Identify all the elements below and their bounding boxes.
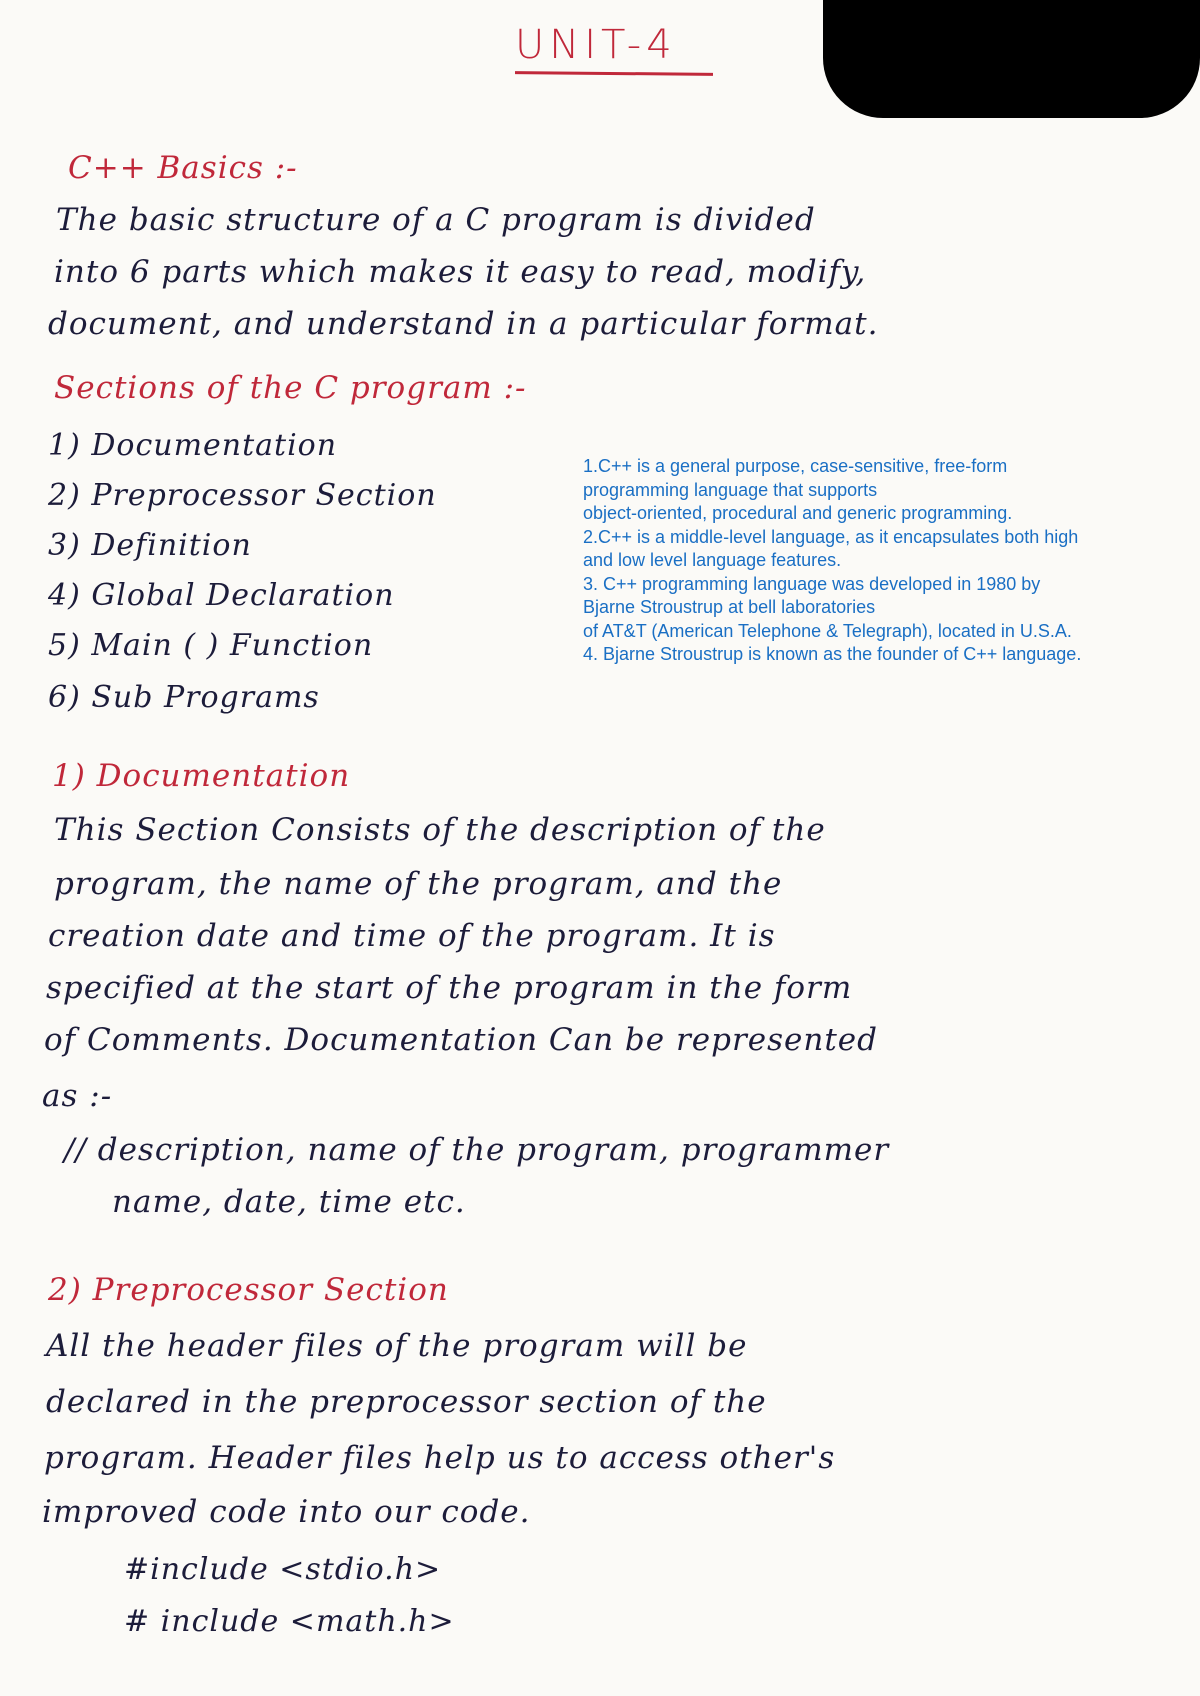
typed-note-line: 1.C++ is a general purpose, case-sensitive, free-form bbox=[583, 456, 1008, 476]
documentation-line: program, the name of the program, and the bbox=[54, 866, 783, 902]
preprocessor-line: improved code into our code. bbox=[42, 1494, 531, 1530]
documentation-line: creation date and time of the program. It is bbox=[48, 918, 776, 954]
typed-note bbox=[583, 455, 1183, 667]
section-item: 2) Preprocessor Section bbox=[48, 478, 437, 513]
preprocessor-code: # include <math.h> bbox=[124, 1604, 455, 1639]
documentation-example: name, date, time etc. bbox=[112, 1184, 466, 1220]
page-title: UNIT-4 bbox=[515, 22, 677, 68]
preprocessor-code: #include <stdio.h> bbox=[124, 1552, 442, 1587]
typed-note-line: of AT&T (American Telephone & Telegraph), located in U.S.A. bbox=[583, 620, 1072, 641]
preprocessor-line: program. Header files help us to access other's bbox=[44, 1440, 836, 1476]
documentation-line: This Section Consists of the description of the bbox=[54, 812, 826, 848]
preprocessor-line: All the header files of the program will be bbox=[46, 1328, 748, 1364]
documentation-line: of Comments. Documentation Can be represented bbox=[44, 1022, 879, 1058]
section-item: 5) Main ( ) Function bbox=[48, 628, 374, 663]
typed-note-line: 4. Bjarne Stroustrup is known as the founder of C++ language. bbox=[583, 644, 1082, 664]
preprocessor-line: declared in the preprocessor section of the bbox=[46, 1384, 767, 1420]
intro-heading: C++ Basics :- bbox=[68, 150, 298, 186]
typed-note-line: programming language that supports bbox=[583, 479, 878, 500]
typed-note-line: 2.C++ is a middle-level language, as it encapsulates both high bbox=[583, 526, 1079, 547]
sections-heading: Sections of the C program :- bbox=[54, 370, 527, 406]
section-item: 1) Documentation bbox=[48, 428, 338, 463]
typed-note-line: Bjarne Stroustrup at bell laboratories bbox=[583, 597, 876, 617]
typed-note-line: object-oriented, procedural and generic programming. bbox=[583, 503, 1013, 523]
documentation-example: // description, name of the program, programmer bbox=[64, 1132, 890, 1168]
section-item: 6) Sub Programs bbox=[48, 680, 320, 715]
preprocessor-heading: 2) Preprocessor Section bbox=[48, 1272, 449, 1308]
redaction-block bbox=[823, 0, 1200, 118]
intro-line: into 6 parts which makes it easy to read, modify, bbox=[54, 254, 867, 290]
title-underline bbox=[515, 71, 713, 76]
section-item: 3) Definition bbox=[48, 528, 252, 563]
typed-note-line: and low level language features. bbox=[583, 550, 842, 570]
intro-line: document, and understand in a particular format. bbox=[48, 306, 879, 342]
typed-note-line: 3. C++ programming language was developed in 1980 by bbox=[583, 573, 1041, 594]
documentation-line: as :- bbox=[42, 1078, 113, 1114]
intro-line: The basic structure of a C program is divided bbox=[56, 202, 816, 238]
documentation-heading: 1) Documentation bbox=[52, 758, 351, 794]
section-item: 4) Global Declaration bbox=[48, 578, 395, 613]
documentation-line: specified at the start of the program in the form bbox=[46, 970, 853, 1006]
